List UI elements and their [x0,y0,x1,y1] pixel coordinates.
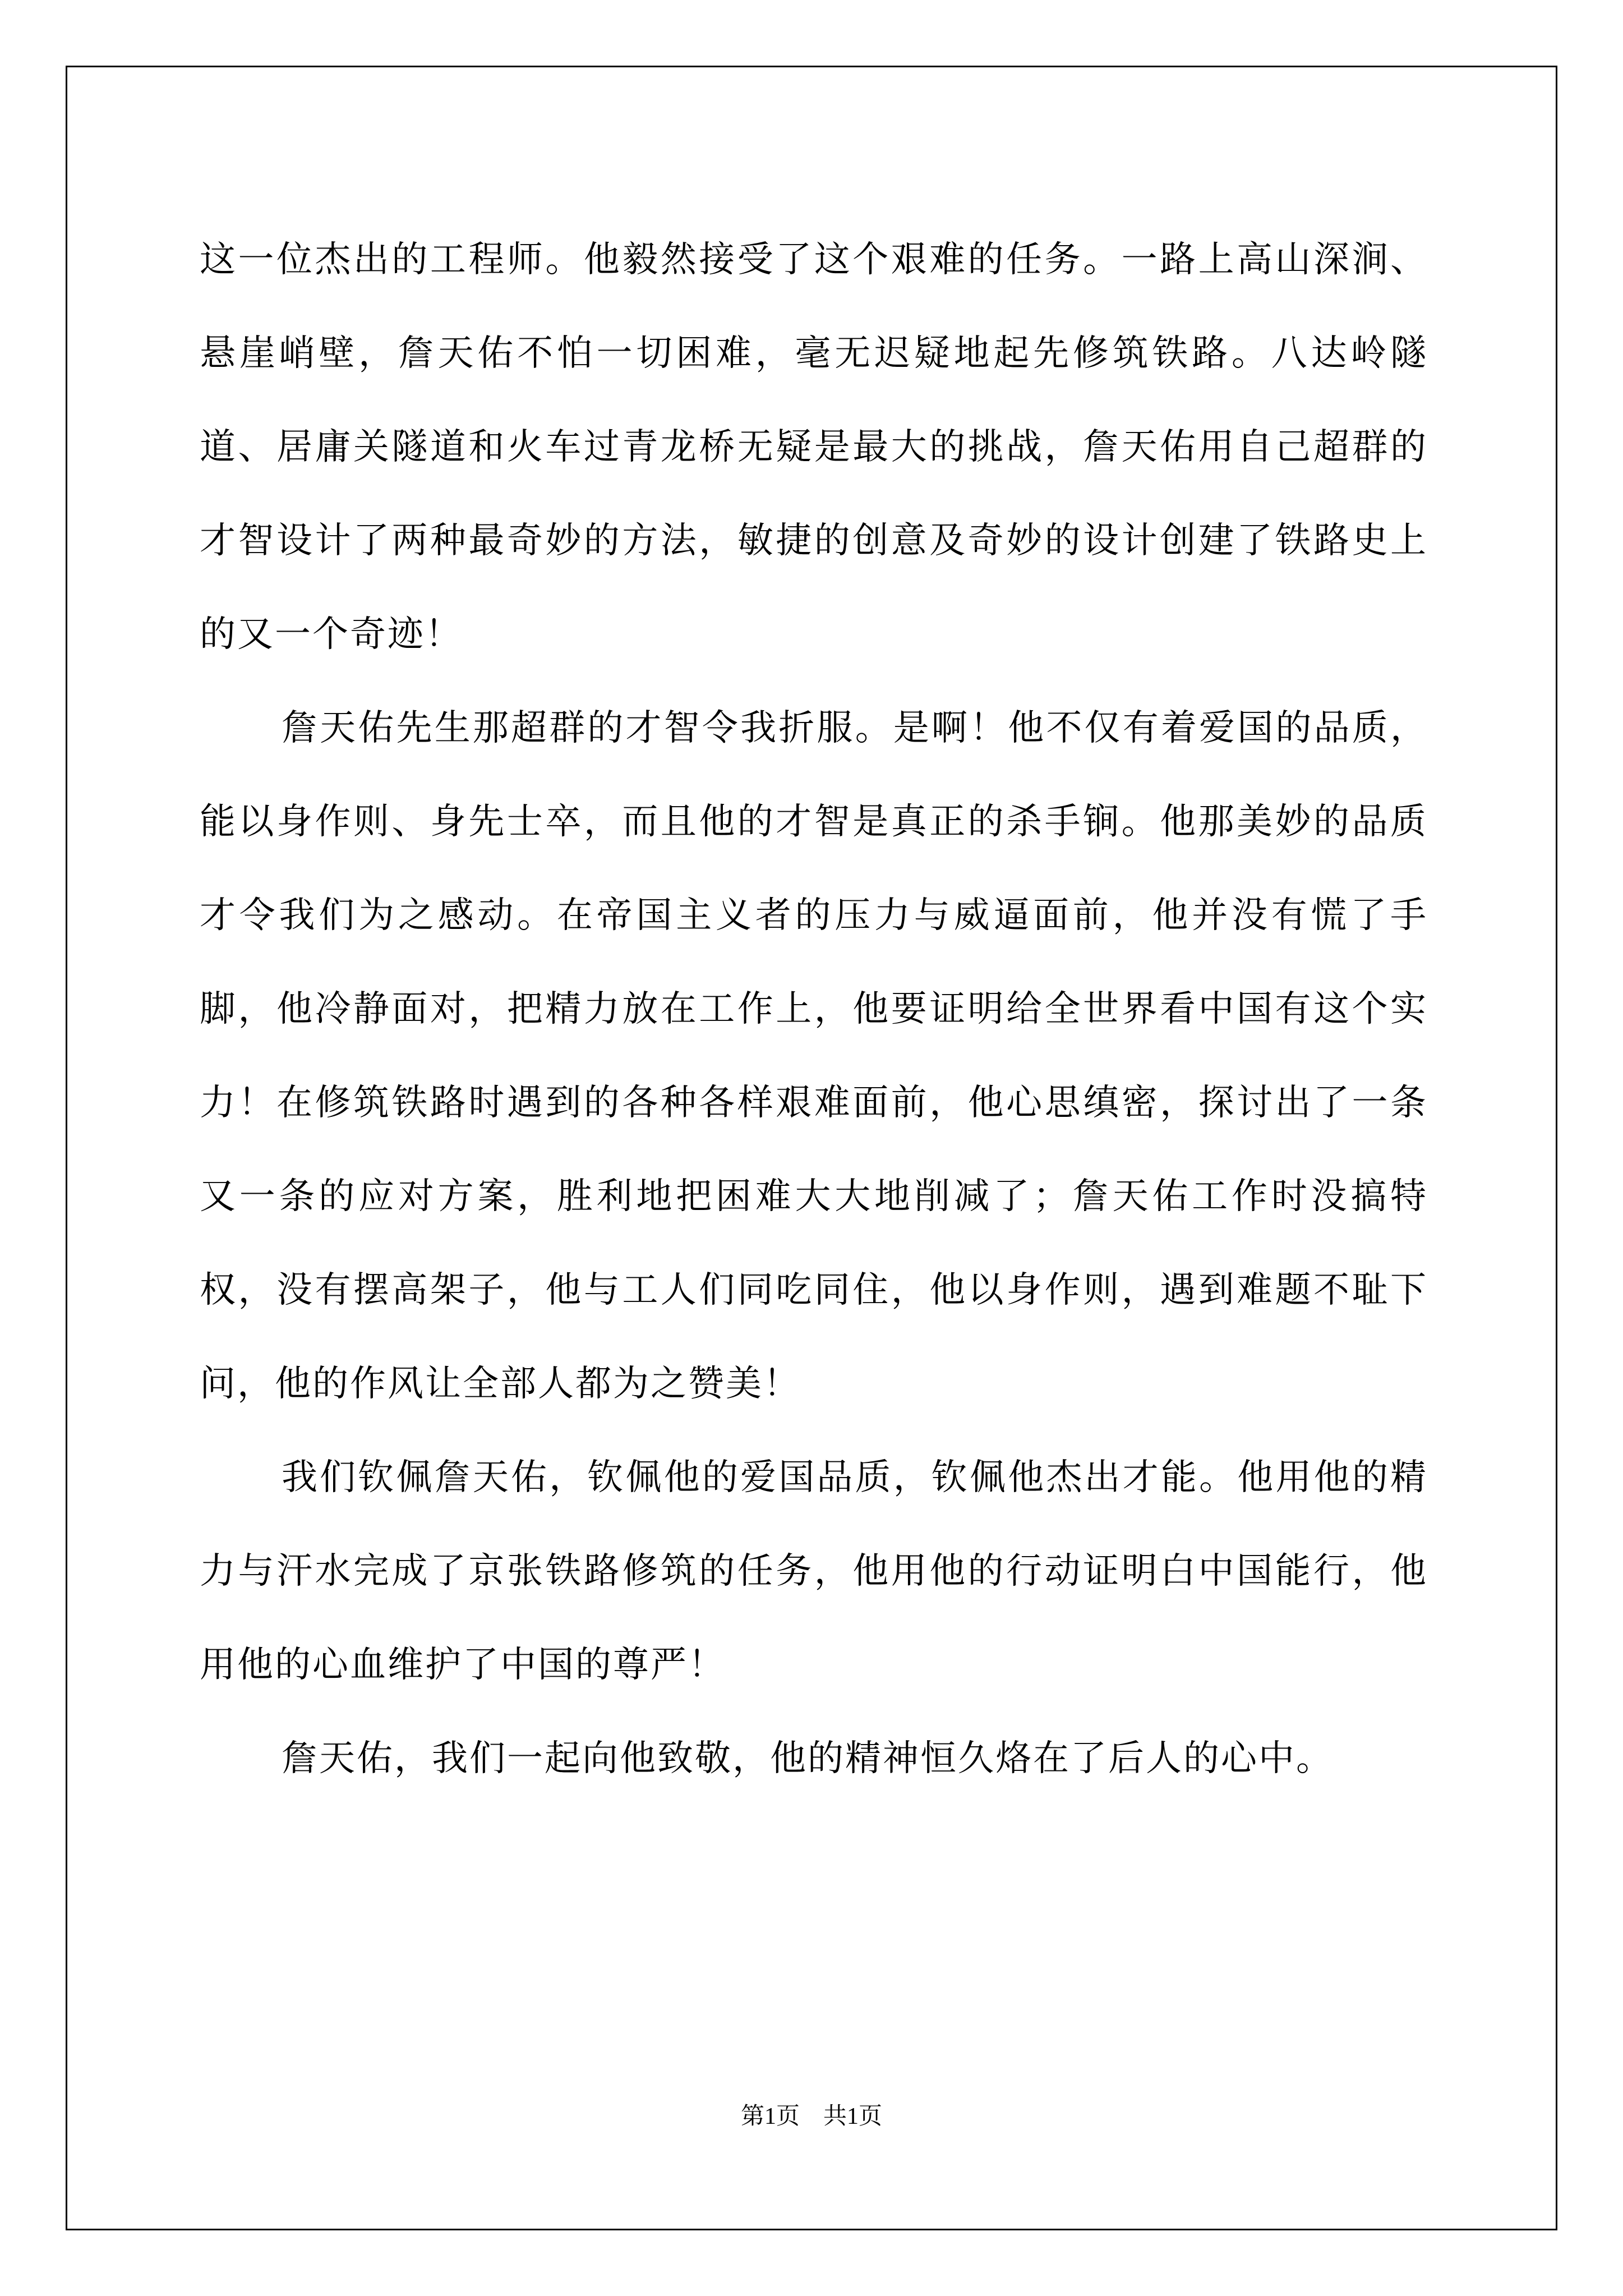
paragraph-3: 我们钦佩詹天佑，钦佩他的爱国品质，钦佩他杰出才能。他用他的精力与汗水完成了京张铁路修筑的任务，他用他的行动证明白中国能行，他用他的心血维护了中国的尊严！ [200,1457,1428,1686]
page-footer: 第1页 共1页 [740,2104,882,2129]
paragraph-4: 詹天佑，我们一起向他致敬，他的精神恒久烙在了后人的心中。 [282,1738,1334,1779]
paragraph-1: 这一位杰出的工程师。他毅然接受了这个艰难的任务。一路上高山深涧、悬崖峭壁，詹天佑不怕一切困难，毫无迟疑地起先修筑铁路。八达岭隧道、居庸关隧道和火车过青龙桥无疑是最大的挑战，詹天佑用自己超群的才智设计了两种最奇妙的方法，敏捷的创意及奇妙的设计创建了铁路史上的又一个奇迹！ [200,239,1428,655]
paragraph-2: 詹天佑先生那超群的才智令我折服。是啊！他不仅有着爱国的品质，能以身作则、身先士卒，而且他的才智是真正的杀手锏。他那美妙的品质才令我们为之感动。在帝国主义者的压力与威逼面前，他并没有慌了手脚，他冷静面对，把精力放在工作上，他要证明给全世界看中国有这个实力！在修筑铁路时遇到的各种各样艰难面前，他心思缜密，探讨出了一条又一条的应对方案，胜利地把困难大大地削减了；詹天佑工作时没搞特权，没有摆高架子，他与工人们同吃同住，他以身作则，遇到难题不耻下问，他的作风让全部人都为之赞美！ [200,707,1428,1405]
document-body [200,213,1428,1806]
